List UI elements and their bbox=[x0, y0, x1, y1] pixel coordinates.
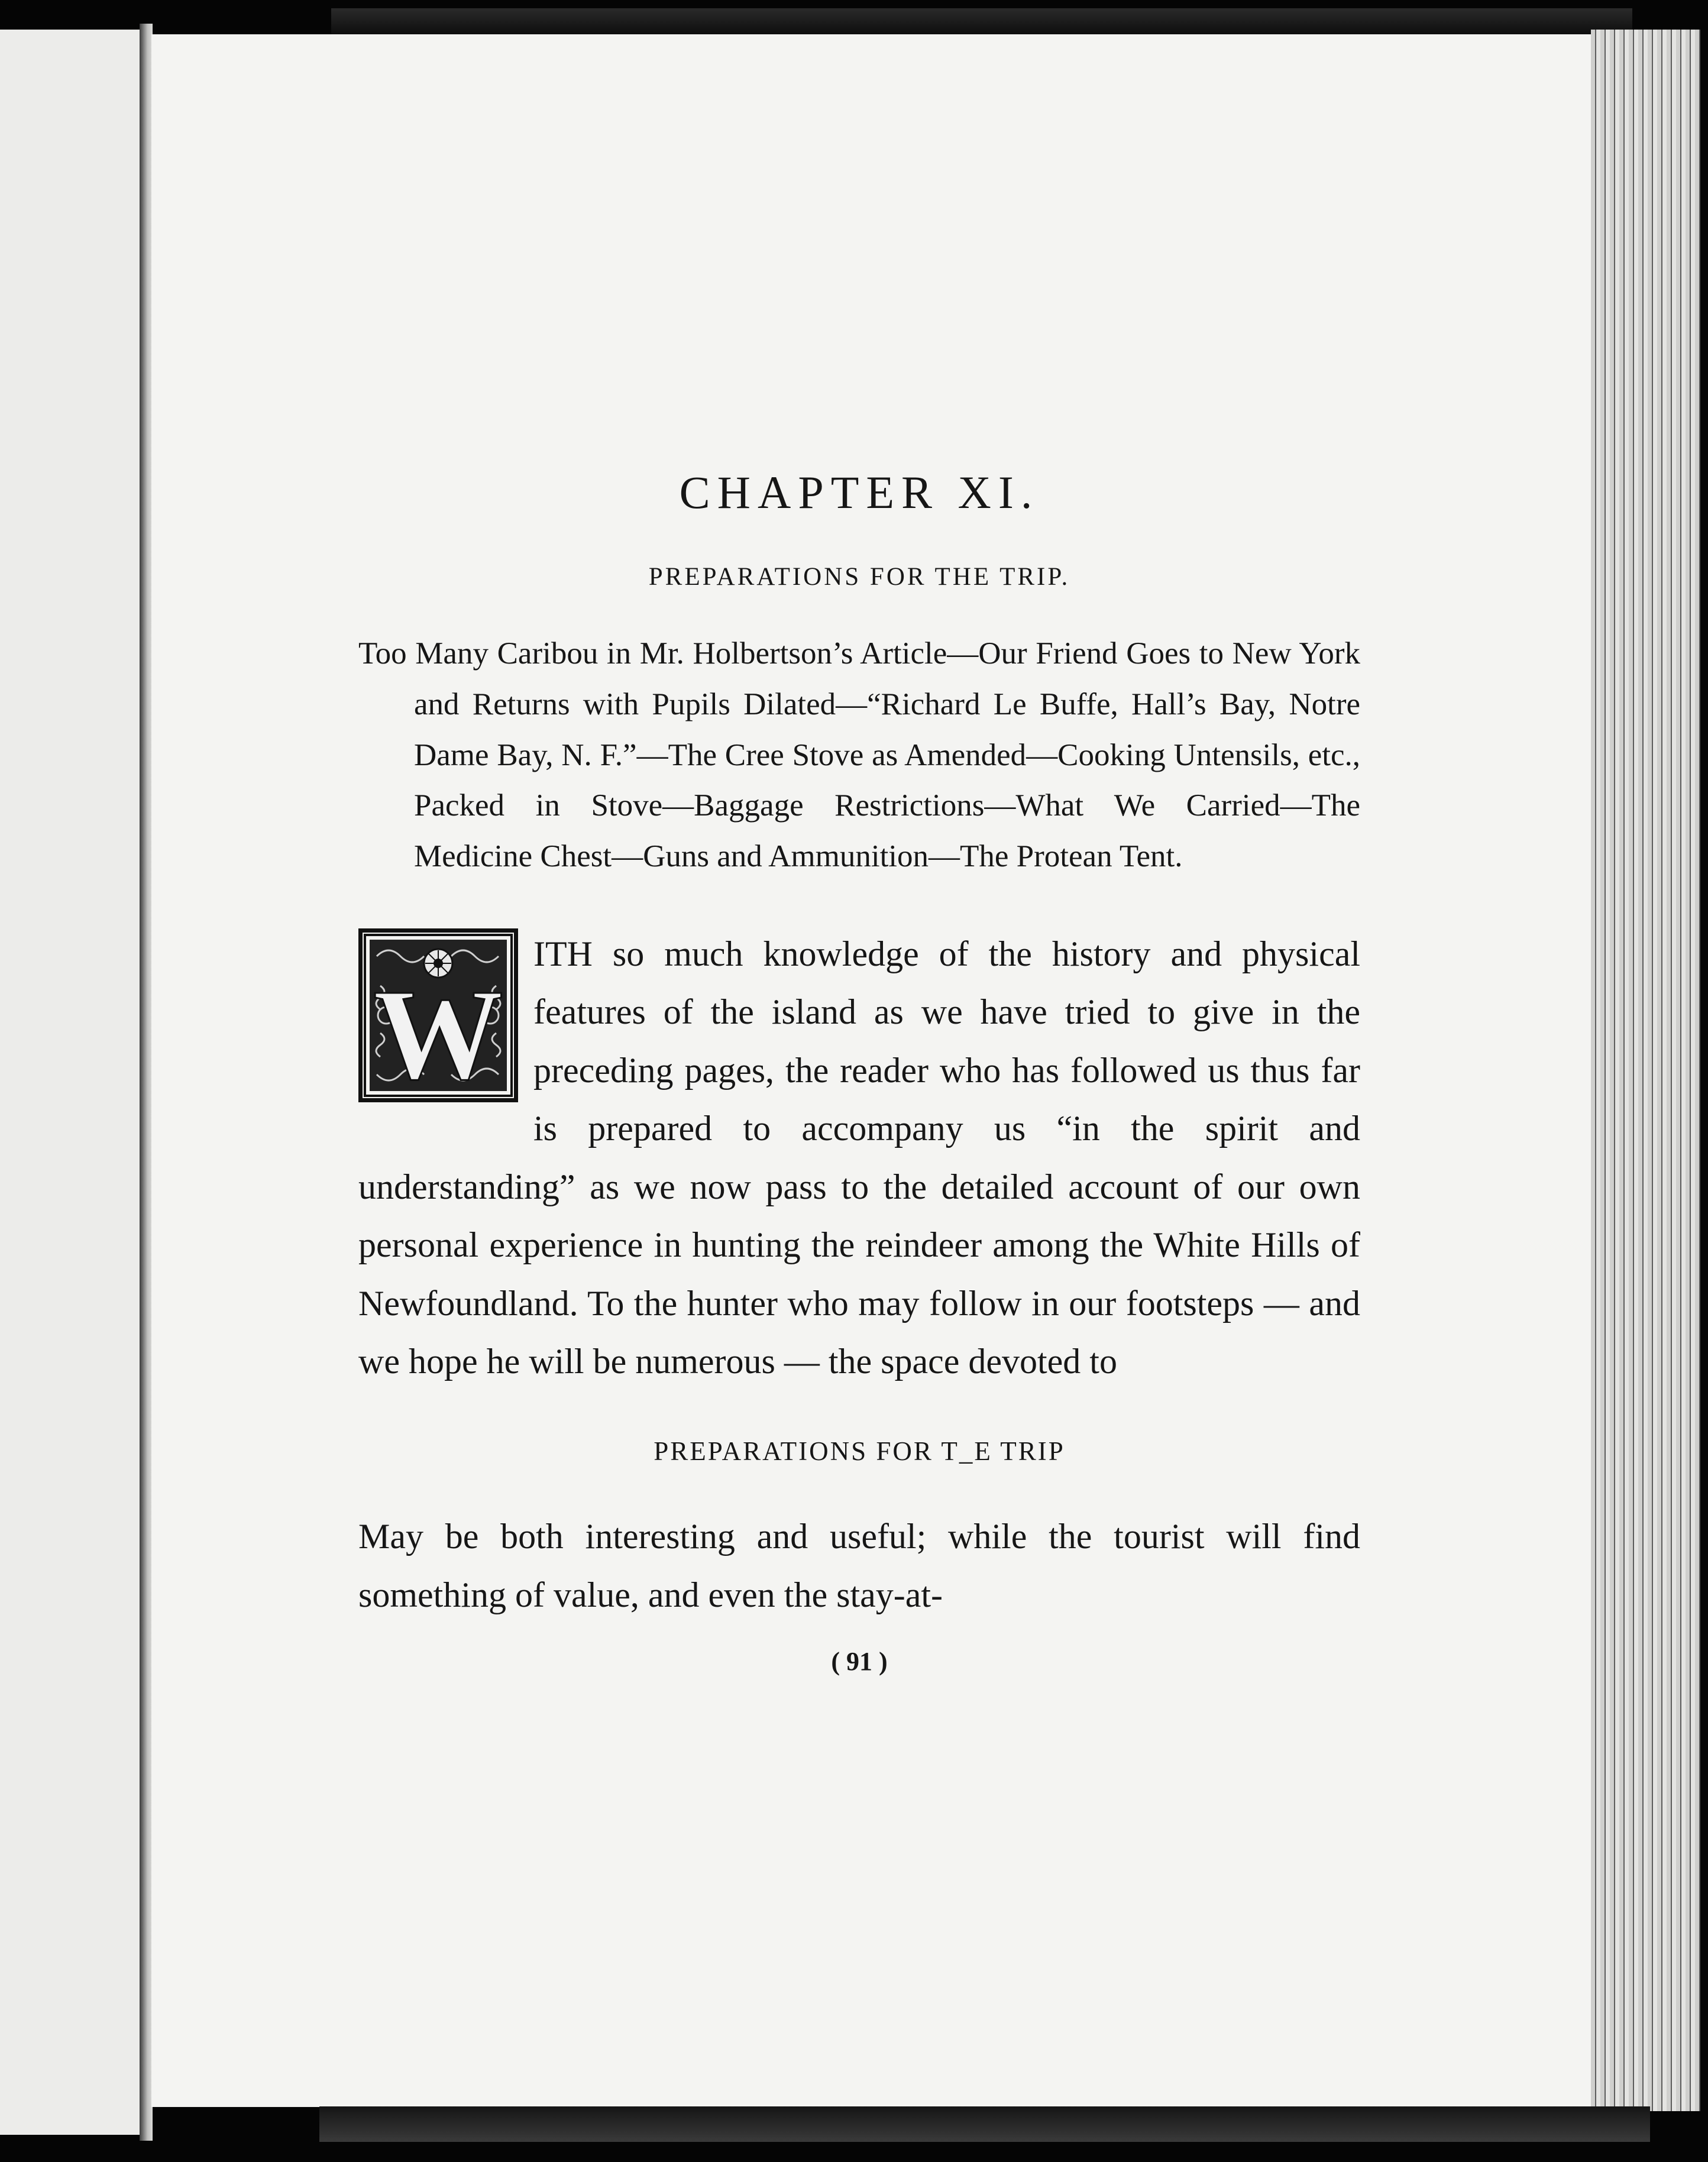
chapter-title: CHAPTER XI. bbox=[679, 467, 1040, 518]
book-gutter bbox=[140, 24, 153, 2141]
running-head: PREPARATIONS FOR T_E TRIP bbox=[654, 1436, 1065, 1466]
scan-top-border bbox=[331, 8, 1632, 38]
paragraph-2: May be both interesting and useful; while the tourist will find something of value, and even the stay-at- bbox=[358, 1517, 1360, 1614]
chapter-synopsis: Too Many Caribou in Mr. Holbertson’s Article—Our Friend Goes to New York and Returns with Pupils Dilated—“Richard Le Buffe, Hall’s Bay, Notre Dame Bay, N. F.”—The Cree Stove as Amended—Cooking Untensils, etc., Packed in Stove—Baggage Restrictions—What We Carried—The Medicine Chest—Guns and Ammunition—The Protean Tent. bbox=[358, 636, 1360, 873]
drop-cap bbox=[358, 928, 518, 1102]
scan-bottom-border bbox=[319, 2106, 1650, 2142]
drop-cap-letter: W bbox=[373, 962, 503, 1098]
left-page-leaf bbox=[0, 30, 142, 2135]
page-edges bbox=[1591, 30, 1700, 2111]
page-number: ( 91 ) bbox=[831, 1647, 888, 1676]
ornamental-drop-cap-image bbox=[363, 933, 514, 1098]
chapter-subtitle: PREPARATIONS FOR THE TRIP. bbox=[648, 562, 1070, 591]
page-content bbox=[358, 467, 1360, 1676]
paragraph-1: ITH so much knowledge of the history and physical features of the island as we have tried to give in the preceding pages, the reader who has followed us thus far is prepared to accompany us “in the spirit and understanding” as we now pass to the detailed account of our own personal experience in hunting the reindeer among the White Hills of Newfoundland. To the hunter who may follow in our footsteps — and we hope he will be numerous — the space devoted to bbox=[358, 934, 1360, 1381]
